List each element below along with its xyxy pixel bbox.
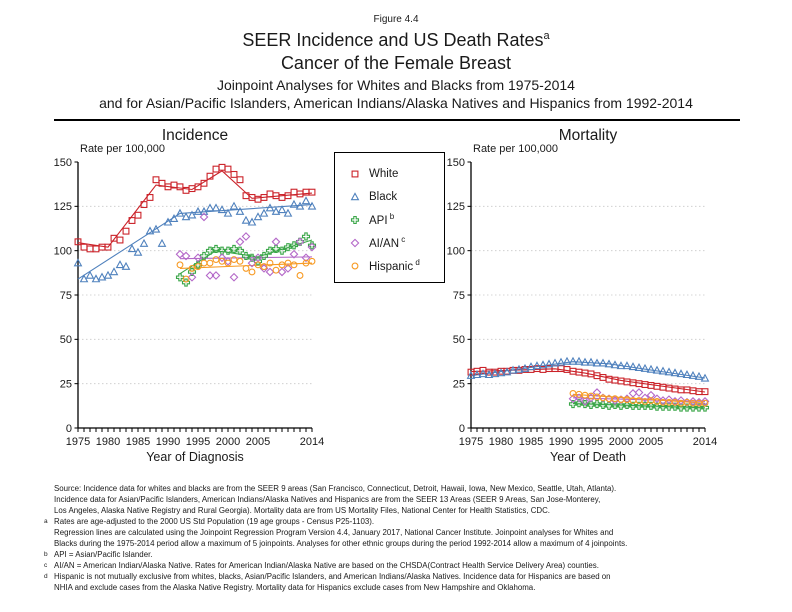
footnote-text: Rates are age-adjusted to the 2000 US Std Population (19 age groups - Census P25-1103). xyxy=(54,517,375,526)
data-point-open-triangle xyxy=(630,363,637,369)
data-point-open-cross xyxy=(303,233,310,240)
legend-label: AI/AN $^c$ xyxy=(369,235,406,250)
open-triangle-icon xyxy=(348,190,362,204)
legend-label: API $^b$ xyxy=(369,212,395,227)
data-point-open-circle xyxy=(297,273,303,279)
data-point-open-square xyxy=(237,177,243,183)
data-point-open-triangle xyxy=(219,206,226,212)
data-point-open-cross xyxy=(177,274,184,281)
subtitle-joinpoint-2: and for Asian/Pacific Islanders, American Indians/Alaska Natives and Hispanics from 1992-2014 xyxy=(99,95,693,111)
x-tick-label: 1980 xyxy=(488,436,514,448)
footnote-line xyxy=(44,571,768,582)
data-point-open-triangle xyxy=(117,261,124,267)
footnotes xyxy=(44,483,768,593)
data-point-open-square xyxy=(243,193,249,199)
footnote-text: Hispanic is not mutually exclusive from whites, blacks, Asian/Pacific Islanders, and American Indians/Alaska Natives. Incidence data for Hispanics are based on xyxy=(54,572,611,581)
title-subject: Cancer of the Female Breast xyxy=(280,53,512,73)
data-point-open-triangle xyxy=(231,203,238,209)
y-tick-label: 0 xyxy=(458,422,465,435)
data-point-open-triangle xyxy=(303,197,310,203)
footnote-text: Blacks during the 1975-2014 period allow a maximum of 5 joinpoints. Analyses for other ethnic groups during the period 1992-2014 allow a maximum of 4 joinpoints. xyxy=(54,539,628,548)
footnote-line xyxy=(44,483,768,494)
legend-item-api xyxy=(348,208,444,231)
data-point-open-square xyxy=(99,244,105,250)
legend-label: White xyxy=(369,167,399,180)
footnote-superscript xyxy=(44,483,54,494)
panel-title: Incidence xyxy=(161,127,229,144)
legend-item-white xyxy=(348,162,444,185)
data-point-open-square xyxy=(666,385,672,391)
footnote-line xyxy=(44,494,768,505)
data-point-open-triangle xyxy=(636,364,643,370)
data-point-open-square xyxy=(231,172,237,178)
footnote-superscript xyxy=(44,538,54,549)
data-point-open-square xyxy=(672,386,678,392)
legend-label: Hispanic $^d$ xyxy=(369,258,420,273)
y-tick-label: 25 xyxy=(59,378,72,391)
data-point-open-cross xyxy=(352,216,359,223)
footnote-superscript xyxy=(44,527,54,538)
open-diamond-icon xyxy=(348,236,362,250)
data-point-open-triangle xyxy=(666,369,673,375)
data-point-open-square xyxy=(225,166,231,172)
legend-item-black xyxy=(348,185,444,208)
data-point-open-triangle xyxy=(642,365,649,371)
data-point-open-triangle xyxy=(123,263,130,269)
x-tick-label: 1985 xyxy=(125,436,151,448)
x-tick-label: 1995 xyxy=(185,436,211,448)
data-point-open-triangle xyxy=(672,369,679,375)
data-point-open-triangle xyxy=(654,367,661,373)
footnote-text: Regression lines are calculated using the Joinpoint Regression Program Version 4.4, January 2017, National Cancer Institute. Joinpoint analyses for Whites and xyxy=(54,528,614,537)
x-axis-label: Year of Death xyxy=(550,450,626,464)
data-point-open-square xyxy=(352,171,358,177)
series-white xyxy=(75,164,315,251)
y-tick-label: 50 xyxy=(452,334,465,347)
footnote-superscript xyxy=(44,494,54,505)
data-point-open-circle xyxy=(207,260,213,266)
data-point-open-square xyxy=(678,387,684,393)
data-point-open-square xyxy=(213,166,219,172)
data-point-open-square xyxy=(177,184,183,190)
data-point-open-diamond xyxy=(230,274,237,281)
data-point-open-triangle xyxy=(576,358,583,364)
x-tick-label: 2000 xyxy=(215,436,241,448)
legend-superscript: b xyxy=(387,212,395,222)
data-point-open-triangle xyxy=(570,358,577,364)
footnote-line xyxy=(44,527,768,538)
title-main-text: SEER Incidence and US Death Rates xyxy=(242,30,544,50)
x-tick-label: 2014 xyxy=(299,436,325,448)
data-point-open-square xyxy=(654,383,660,389)
y-tick-label: 0 xyxy=(65,422,72,435)
data-point-open-triangle xyxy=(588,359,595,365)
data-point-open-circle xyxy=(291,262,297,268)
x-axis-label: Year of Diagnosis xyxy=(146,450,244,464)
data-point-open-triangle xyxy=(99,274,106,280)
y-tick-label: 125 xyxy=(53,201,72,214)
y-axis-label: Rate per 100,000 xyxy=(80,143,166,155)
footnote-text: Los Angeles, Alaska Native Registry and Rural Georgia). Mortality data are from US Mortality Files, National Center for Health Statistics, CDC. xyxy=(54,506,550,515)
open-cross-icon xyxy=(348,213,362,227)
data-point-open-square xyxy=(117,237,123,243)
legend-label: Black xyxy=(369,190,398,203)
panel-title: Mortality xyxy=(558,127,618,144)
x-tick-label: 2000 xyxy=(608,436,634,448)
data-point-open-circle xyxy=(273,267,279,273)
data-point-open-square xyxy=(219,164,225,170)
legend-superscript: c xyxy=(399,235,406,245)
data-point-open-square xyxy=(660,384,666,390)
data-point-open-triangle xyxy=(141,240,148,246)
x-tick-label: 1975 xyxy=(458,436,484,448)
incidence-chart xyxy=(50,123,350,475)
data-point-open-diamond xyxy=(351,239,358,246)
footnote-line xyxy=(44,582,768,593)
y-tick-label: 125 xyxy=(446,201,465,214)
data-point-open-triangle xyxy=(159,240,166,246)
footnote-line xyxy=(44,560,768,571)
open-circle-icon xyxy=(348,259,362,273)
footnote-superscript xyxy=(44,505,54,516)
figure-label: Figure 4.4 xyxy=(373,14,419,25)
data-point-open-square xyxy=(558,366,564,372)
series-white xyxy=(468,366,708,395)
y-axis-label: Rate per 100,000 xyxy=(473,143,559,155)
data-point-open-diamond xyxy=(242,233,249,240)
data-point-open-triangle xyxy=(684,371,691,377)
footnote-superscript: b xyxy=(44,550,48,558)
footnote-text: AI/AN = American Indian/Alaska Native. Rates for American Indian/Alaska Native are based on the CHSDA(Contract Health Service Delivery Area) counties. xyxy=(54,561,599,570)
y-tick-label: 75 xyxy=(452,289,465,302)
data-point-open-diamond xyxy=(188,274,195,281)
data-point-open-triangle xyxy=(213,205,220,211)
data-point-open-diamond xyxy=(278,268,285,275)
open-square-icon xyxy=(348,167,362,181)
data-point-open-square xyxy=(564,367,570,373)
x-tick-label: 2005 xyxy=(638,436,664,448)
footnote-text: Incidence data for Asian/Pacific Islanders, American Indians/Alaska Natives and Hispanics are from the SEER 13 Areas (SEER 9 Areas, San Jose-Monterey, xyxy=(54,495,601,504)
data-point-open-square xyxy=(249,195,255,201)
data-point-open-triangle xyxy=(207,205,214,211)
x-tick-label: 1975 xyxy=(65,436,91,448)
footnote-superscript: a xyxy=(44,517,48,525)
y-tick-label: 150 xyxy=(53,156,72,169)
data-point-open-triangle xyxy=(648,366,655,372)
y-tick-label: 100 xyxy=(446,245,465,258)
data-point-open-square xyxy=(153,177,159,183)
mortality-chart xyxy=(443,123,743,475)
x-tick-label: 1980 xyxy=(95,436,121,448)
data-point-open-triangle xyxy=(195,208,202,214)
y-tick-label: 50 xyxy=(59,334,72,347)
data-point-open-square xyxy=(267,191,273,197)
footnote-line xyxy=(44,538,768,549)
x-tick-label: 1985 xyxy=(518,436,544,448)
footnote-line xyxy=(44,516,768,527)
data-point-open-triangle xyxy=(690,372,697,378)
title-main xyxy=(0,30,792,51)
y-tick-label: 100 xyxy=(53,245,72,258)
data-point-open-square xyxy=(81,244,87,250)
y-tick-label: 25 xyxy=(452,378,465,391)
data-point-open-triangle xyxy=(624,362,631,368)
footnote-text: Source: Incidence data for whites and blacks are from the SEER 9 areas (San Francisco, Connecticut, Detroit, Hawaii, Iowa, New Mexico, Seattle, Utah, Atlanta). xyxy=(54,484,617,493)
data-point-open-triangle xyxy=(243,217,250,223)
data-point-open-square xyxy=(309,189,315,195)
data-point-open-triangle xyxy=(564,358,571,364)
series-api xyxy=(177,233,316,286)
data-point-open-circle xyxy=(177,262,183,268)
data-point-open-square xyxy=(123,228,129,234)
legend-item-aian xyxy=(348,231,444,254)
footnote-superscript: d xyxy=(44,572,48,580)
x-tick-label: 2014 xyxy=(692,436,718,448)
legend-superscript: d xyxy=(413,258,420,268)
footnote-line xyxy=(44,549,768,560)
legend-item-hispanic xyxy=(348,254,444,277)
chart-legend xyxy=(334,152,445,283)
header-divider xyxy=(54,119,740,121)
data-point-open-diamond xyxy=(236,238,243,245)
title-main-superscript: a xyxy=(543,30,550,42)
y-tick-label: 75 xyxy=(59,289,72,302)
data-point-open-circle xyxy=(213,257,219,263)
data-point-open-diamond xyxy=(266,268,273,275)
data-point-open-circle xyxy=(352,263,358,269)
data-point-open-circle xyxy=(237,258,243,264)
footnote-line xyxy=(44,505,768,516)
footnote-superscript: c xyxy=(44,561,48,569)
footnote-text: API = Asian/Pacific Islander. xyxy=(54,550,153,559)
data-point-open-triangle xyxy=(696,373,703,379)
data-point-open-diamond xyxy=(272,238,279,245)
footnote-text: NHIA and exclude cases from the Alaska Native Registry. Mortality data for Hispanics exclude cases from New Hampshire and Oklahoma. xyxy=(54,583,536,592)
data-point-open-triangle xyxy=(352,193,359,199)
x-tick-label: 1995 xyxy=(578,436,604,448)
data-point-open-circle xyxy=(249,269,255,275)
subtitle-joinpoint-1: Joinpoint Analyses for Whites and Blacks from 1975-2014 xyxy=(217,77,575,93)
x-tick-label: 1990 xyxy=(155,436,181,448)
data-point-open-square xyxy=(135,212,141,218)
data-point-open-circle xyxy=(201,260,207,266)
x-tick-label: 1990 xyxy=(548,436,574,448)
x-tick-label: 2005 xyxy=(245,436,271,448)
y-tick-label: 150 xyxy=(446,156,465,169)
data-point-open-triangle xyxy=(111,268,118,274)
data-point-open-triangle xyxy=(660,368,667,374)
footnote-superscript xyxy=(44,582,54,593)
data-point-open-triangle xyxy=(678,370,685,376)
joinpoint-line-aian xyxy=(180,257,312,259)
data-point-open-circle xyxy=(243,266,249,272)
